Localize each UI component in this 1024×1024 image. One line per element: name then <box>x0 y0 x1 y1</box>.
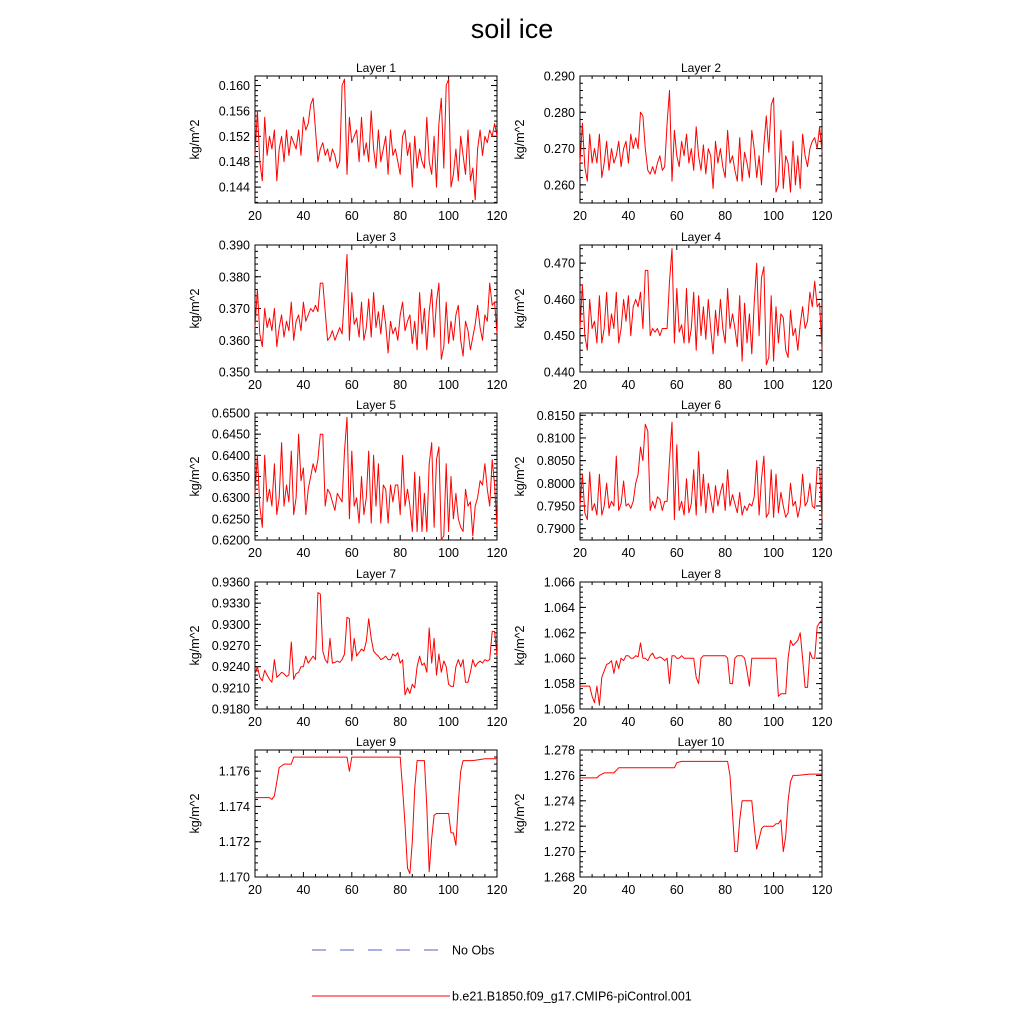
x-tick-label: 60 <box>669 546 684 560</box>
y-tick-label: 1.176 <box>218 764 250 779</box>
y-axis-label: kg/m^2 <box>188 119 202 160</box>
x-tick-label: 20 <box>248 546 262 560</box>
x-tick-label: 80 <box>393 378 408 392</box>
x-tick-label: 20 <box>573 209 587 223</box>
panel-title: Layer 2 <box>680 61 722 75</box>
panel-title: Layer 7 <box>355 567 397 581</box>
x-tick-label: 120 <box>811 883 833 897</box>
x-tick-label: 120 <box>486 209 508 223</box>
y-tick-label: 0.370 <box>218 302 250 316</box>
x-tick-label: 20 <box>573 378 587 392</box>
x-tick-label: 100 <box>763 378 785 392</box>
x-tick-label: 20 <box>573 883 587 897</box>
y-tick-label: 1.066 <box>543 575 575 590</box>
x-tick-label: 20 <box>248 209 262 223</box>
x-tick-label: 40 <box>296 209 311 223</box>
y-tick-label: 0.152 <box>218 129 250 144</box>
x-tick-label: 100 <box>763 883 785 897</box>
y-tick-label: 0.350 <box>218 365 250 380</box>
x-tick-label: 80 <box>718 715 733 729</box>
x-tick-label: 60 <box>344 378 359 392</box>
y-tick-label: 1.274 <box>543 794 575 809</box>
x-tick-label: 100 <box>438 378 460 392</box>
x-tick-label: 120 <box>811 546 833 560</box>
y-tick-label: 1.170 <box>218 870 250 885</box>
x-tick-label: 40 <box>296 546 311 560</box>
y-axis-label: kg/m^2 <box>188 625 202 666</box>
y-tick-label: 1.062 <box>543 626 575 641</box>
x-tick-label: 60 <box>669 883 684 897</box>
x-tick-label: 120 <box>811 378 833 392</box>
y-tick-label: 1.270 <box>543 845 575 860</box>
x-tick-label: 20 <box>248 715 262 729</box>
y-tick-label: 1.268 <box>543 870 575 885</box>
y-tick-label: 1.058 <box>543 677 575 692</box>
y-tick-label: 0.460 <box>543 292 575 307</box>
x-tick-label: 60 <box>669 378 684 392</box>
x-tick-label: 40 <box>621 209 636 223</box>
y-axis-label: kg/m^2 <box>513 625 527 666</box>
x-tick-label: 40 <box>296 378 311 392</box>
y-tick-label: 1.172 <box>218 835 250 850</box>
y-tick-label: 0.290 <box>543 69 575 84</box>
y-tick-label: 0.440 <box>543 365 575 380</box>
y-tick-label: 0.144 <box>218 180 250 195</box>
y-tick-label: 0.6200 <box>211 533 250 548</box>
legend-label-model: b.e21.B1850.f09_g17.CMIP6-piControl.001 <box>452 989 692 1004</box>
x-tick-label: 80 <box>393 209 408 223</box>
y-tick-label: 0.148 <box>218 155 250 170</box>
x-tick-label: 100 <box>438 715 460 729</box>
y-tick-label: 0.7950 <box>536 499 575 514</box>
x-tick-label: 80 <box>393 883 408 897</box>
y-tick-label: 0.8100 <box>536 431 575 446</box>
y-tick-label: 0.156 <box>218 104 250 119</box>
x-tick-label: 20 <box>573 546 587 560</box>
x-tick-label: 40 <box>296 883 311 897</box>
y-tick-label: 0.6350 <box>211 470 250 484</box>
x-tick-label: 40 <box>296 715 311 729</box>
x-tick-label: 100 <box>438 883 460 897</box>
x-tick-label: 120 <box>486 883 508 897</box>
y-tick-label: 0.260 <box>543 178 575 193</box>
y-tick-label: 1.272 <box>543 819 575 834</box>
y-tick-label: 0.9180 <box>211 702 250 717</box>
panel-title: Layer 8 <box>680 567 722 581</box>
panel-title: Layer 6 <box>680 398 722 412</box>
y-tick-label: 0.270 <box>543 142 575 157</box>
y-tick-label: 0.9300 <box>211 617 250 632</box>
y-tick-label: 0.9360 <box>211 575 250 590</box>
legend-label-no-obs: No Obs <box>452 943 495 958</box>
y-axis-label: kg/m^2 <box>513 119 527 160</box>
y-tick-label: 1.064 <box>543 600 575 615</box>
y-tick-label: 1.060 <box>543 651 575 666</box>
panel-title: Layer 10 <box>677 735 725 749</box>
y-axis-label: kg/m^2 <box>188 456 202 497</box>
x-tick-label: 80 <box>718 883 733 897</box>
x-tick-label: 60 <box>344 883 359 897</box>
x-tick-label: 60 <box>344 715 359 729</box>
x-tick-label: 60 <box>344 546 359 560</box>
y-tick-label: 0.6400 <box>211 448 250 463</box>
x-tick-label: 20 <box>573 715 587 729</box>
x-tick-label: 120 <box>811 715 833 729</box>
y-tick-label: 0.9210 <box>211 681 250 696</box>
y-axis-label: kg/m^2 <box>513 288 527 329</box>
y-tick-label: 0.6450 <box>211 427 250 442</box>
x-tick-label: 80 <box>393 715 408 729</box>
y-tick-label: 0.360 <box>218 333 250 348</box>
x-tick-label: 20 <box>248 883 262 897</box>
y-tick-label: 1.278 <box>543 743 575 758</box>
x-tick-label: 120 <box>486 546 508 560</box>
y-tick-label: 1.056 <box>543 702 575 717</box>
x-tick-label: 80 <box>393 546 408 560</box>
y-tick-label: 0.9270 <box>211 639 250 653</box>
y-tick-label: 0.6500 <box>211 406 250 421</box>
y-axis-label: kg/m^2 <box>513 456 527 497</box>
panel-title: Layer 3 <box>355 230 397 244</box>
x-tick-label: 40 <box>621 715 636 729</box>
x-tick-label: 100 <box>438 546 460 560</box>
x-tick-label: 60 <box>344 209 359 223</box>
x-tick-label: 100 <box>763 715 785 729</box>
y-tick-label: 0.7900 <box>536 522 575 537</box>
x-tick-label: 120 <box>486 378 508 392</box>
x-tick-label: 120 <box>811 209 833 223</box>
y-tick-label: 0.450 <box>543 329 575 344</box>
x-tick-label: 100 <box>438 209 460 223</box>
y-tick-label: 0.280 <box>543 105 575 120</box>
panel-title: Layer 9 <box>355 735 397 749</box>
x-tick-label: 60 <box>669 715 684 729</box>
y-tick-label: 0.8050 <box>536 454 575 469</box>
y-tick-label: 0.9330 <box>211 596 250 611</box>
x-tick-label: 100 <box>763 209 785 223</box>
x-tick-label: 80 <box>718 546 733 560</box>
x-tick-label: 80 <box>718 209 733 223</box>
x-tick-label: 40 <box>621 546 636 560</box>
x-tick-label: 80 <box>718 378 733 392</box>
panel-title: Layer 5 <box>355 398 397 412</box>
y-axis-label: kg/m^2 <box>188 793 202 834</box>
y-tick-label: 1.174 <box>218 799 250 814</box>
y-tick-label: 0.390 <box>218 238 250 253</box>
x-tick-label: 20 <box>248 378 262 392</box>
x-tick-label: 60 <box>669 209 684 223</box>
y-tick-label: 0.380 <box>218 270 250 285</box>
figure-title: soil ice <box>470 14 554 44</box>
x-tick-label: 40 <box>621 378 636 392</box>
y-tick-label: 0.470 <box>543 256 575 271</box>
y-axis-label: kg/m^2 <box>513 793 527 834</box>
x-tick-label: 120 <box>486 715 508 729</box>
y-tick-label: 0.9240 <box>211 660 250 675</box>
x-tick-label: 100 <box>763 546 785 560</box>
y-tick-label: 1.276 <box>543 768 575 783</box>
x-tick-label: 40 <box>621 883 636 897</box>
panel-title: Layer 4 <box>680 230 722 244</box>
y-tick-label: 0.8000 <box>536 476 575 491</box>
y-tick-label: 0.6250 <box>211 512 250 527</box>
y-tick-label: 0.160 <box>218 79 250 94</box>
y-axis-label: kg/m^2 <box>188 288 202 329</box>
y-tick-label: 0.6300 <box>211 491 250 506</box>
y-tick-label: 0.8150 <box>536 408 575 423</box>
panel-title: Layer 1 <box>355 61 397 75</box>
